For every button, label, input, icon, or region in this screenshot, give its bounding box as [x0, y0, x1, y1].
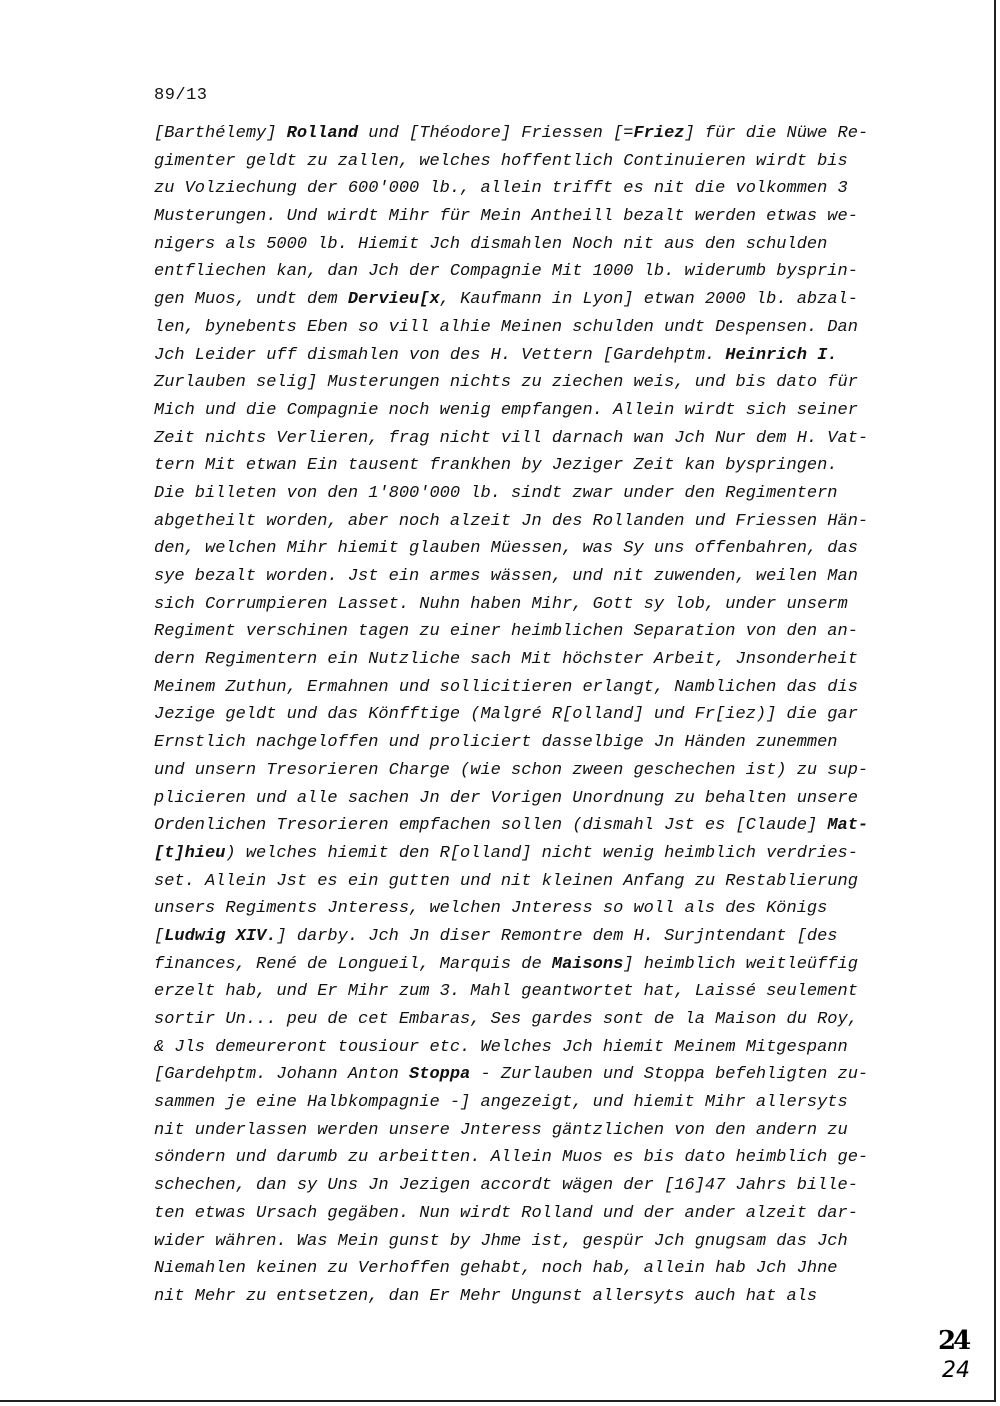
text-segment: sich Corrumpieren Lasset. Nuhn haben Mihr, Gott sy lob, under unserm — [154, 594, 848, 614]
text-line — [154, 923, 914, 951]
text-line — [154, 203, 914, 231]
bold-name: Heinrich I. — [725, 345, 838, 365]
text-line — [154, 508, 914, 536]
text-segment: ] heimblich weitleüffig — [623, 954, 858, 974]
text-line — [154, 1006, 914, 1034]
text-line — [154, 1034, 914, 1062]
text-line — [154, 701, 914, 729]
text-line — [154, 812, 914, 840]
text-line — [154, 1061, 914, 1089]
page-number-handwritten: 24 — [942, 1358, 970, 1383]
text-segment: abgetheilt worden, aber noch alzeit Jn des Rollanden und Friessen Hän- — [154, 511, 869, 531]
text-segment: sammen je eine Halbkompagnie -] angezeigt, und hiemit Mihr allersyts — [154, 1093, 848, 1113]
text-line — [154, 452, 914, 480]
text-segment: len, bynebents Eben so vill alhie Meinen schulden undt Despensen. Dan — [154, 317, 858, 337]
bold-name: Stoppa — [409, 1065, 471, 1085]
text-line — [154, 1283, 914, 1311]
text-line — [154, 535, 914, 563]
text-segment: unsers Regiments Jnteress, welchen Jnteress so woll als des Königs — [154, 899, 828, 919]
text-line — [154, 258, 914, 286]
text-line — [154, 148, 914, 176]
text-line — [154, 369, 914, 397]
text-segment: plicieren und alle sachen Jn der Vorigen Unordnung zu behalten unsere — [154, 788, 858, 808]
text-segment: ] darby. Jch Jn diser Remontre dem H. Surjntendant [des — [276, 926, 838, 946]
text-segment: - Zurlauben und Stoppa befehligten zu- — [470, 1065, 869, 1085]
text-segment: set. Allein Jst es ein gutten und nit kleinen Anfang zu Restablierung — [154, 871, 858, 891]
text-segment: Ordenlichen Tresorieren empfachen sollen (dismahl Jst es [Claude] — [154, 816, 828, 836]
text-segment: sye bezalt worden. Jst ein armes wässen, und nit zuwenden, weilen Man — [154, 567, 858, 586]
text-segment: den, welchen Mihr hiemit glauben Müessen, was Sy uns offenbahren, das — [154, 539, 858, 559]
text-segment: zu Volziechung der 600'000 lb., allein trifft es nit die volkommen 3 — [154, 179, 848, 199]
text-line — [154, 646, 914, 674]
text-segment: & Jls demeureront tousiour etc. Welches Jch hiemit Meinem Mitgespann — [154, 1037, 848, 1057]
text-segment: söndern und darumb zu arbeitten. Allein Muos es bis dato heimblich ge- — [154, 1148, 869, 1168]
document-reference: 89/13 — [154, 86, 208, 105]
text-segment: entfliechen kan, dan Jch der Compagnie Mit 1000 lb. widerumb bysprin- — [154, 262, 858, 282]
text-line — [154, 1089, 914, 1117]
text-line — [154, 120, 914, 148]
bold-name: Ludwig XIV. — [164, 926, 277, 946]
text-line — [154, 563, 914, 591]
letter-body — [154, 120, 914, 1311]
text-line — [154, 674, 914, 702]
text-segment: finances, René de Longueil, Marquis de — [154, 954, 552, 974]
text-line — [154, 951, 914, 979]
text-segment: Jezige geldt und das Könfftige (Malgré R[olland] und Fr[iez)] die gar — [154, 705, 858, 725]
text-segment: ten etwas Ursach gegäben. Nun wirdt Rolland und der ander alzeit dar- — [154, 1203, 858, 1223]
text-segment: nigers als 5000 lb. Hiemit Jch dismahlen Noch nit aus den schulden — [154, 234, 828, 254]
text-line — [154, 785, 914, 813]
text-line — [154, 868, 914, 896]
bold-name: Friez — [633, 124, 685, 143]
text-line — [154, 978, 914, 1006]
text-segment: Mich und die Compagnie noch wenig empfangen. Allein wirdt sich seiner — [154, 400, 858, 420]
text-segment: Musterungen. Und wirdt Mihr für Mein Antheill bezalt werden etwas we- — [154, 207, 858, 227]
text-line — [154, 895, 914, 923]
text-line — [154, 1117, 914, 1145]
text-line — [154, 757, 914, 785]
text-segment: [Gardehptm. Johann Anton — [154, 1065, 410, 1085]
page-number-stamp: 24 — [938, 1326, 969, 1356]
text-line — [154, 314, 914, 342]
text-segment: nit underlassen werden unsere Jnteress gäntzlichen von den andern zu — [154, 1120, 848, 1140]
text-line — [154, 591, 914, 619]
text-segment: gen Muos, undt dem — [154, 290, 348, 310]
text-line — [154, 231, 914, 259]
text-segment: ) welches hiemit den R[olland] nicht wenig heimblich verdries- — [225, 843, 858, 863]
text-segment: tern Mit etwan Ein tausent frankhen by Jeziger Zeit kan byspringen. — [154, 456, 838, 476]
text-line — [154, 425, 914, 453]
text-segment: nit Mehr zu entsetzen, dan Er Mehr Ungunst allersyts auch hat als — [154, 1286, 818, 1306]
text-line — [154, 1144, 914, 1172]
text-segment: Jch Leider uff dismahlen von des H. Vettern [Gardehptm. — [154, 345, 726, 365]
text-segment: Niemahlen keinen zu Verhoffen gehabt, noch hab, allein hab Jch Jhne — [154, 1259, 838, 1279]
text-line — [154, 1200, 914, 1228]
text-segment: gimenter geldt zu zallen, welches hoffentlich Continuieren wirdt bis — [154, 151, 848, 171]
text-segment: und unsern Tresorieren Charge (wie schon zween geschechen ist) zu sup- — [154, 760, 869, 780]
text-line — [154, 618, 914, 646]
text-line — [154, 729, 914, 757]
bold-name: Dervieu[x — [347, 290, 440, 310]
text-line — [154, 840, 914, 868]
text-line — [154, 175, 914, 203]
text-line — [154, 1255, 914, 1283]
text-line — [154, 286, 914, 314]
text-line — [154, 480, 914, 508]
text-segment: , Kaufmann in Lyon] etwan 2000 lb. abzal- — [439, 290, 858, 310]
text-segment: ] für die Nüwe Re- — [684, 124, 869, 143]
bold-name: Maisons — [551, 954, 624, 974]
text-segment: Zeit nichts Verlieren, frag nicht vill darnach wan Jch Nur dem H. Vat- — [154, 428, 869, 448]
text-segment: sortir Un... peu de cet Embaras, Ses gardes sont de la Maison du Roy, — [154, 1010, 858, 1029]
text-segment: Meinem Zuthun, Ermahnen und sollicitieren erlangt, Namblichen das dis — [154, 677, 858, 697]
text-line — [154, 397, 914, 425]
text-segment: schechen, dan sy Uns Jn Jezigen accordt wägen der [16]47 Jahrs bille- — [154, 1176, 858, 1196]
text-line — [154, 1228, 914, 1256]
bold-name: [t]hieu — [154, 843, 226, 863]
text-segment: Regiment verschinen tagen zu einer heimblichen Separation von den an- — [154, 622, 858, 642]
text-segment: wider währen. Was Mein gunst by Jhme ist, gespür Jch gnugsam das Jch — [154, 1231, 848, 1251]
text-segment: Zurlauben selig] Musterungen nichts zu ziechen weis, und bis dato für — [154, 373, 858, 393]
text-segment: Ernstlich nachgeloffen und proliciert dasselbige Jn Händen zunemmen — [154, 733, 838, 753]
text-segment: erzelt hab, und Er Mihr zum 3. Mahl geantwortet hat, Laissé seulement — [154, 982, 858, 1002]
text-segment: [ — [154, 926, 165, 946]
text-segment: Die billeten von den 1'800'000 lb. sindt zwar under den Regimentern — [154, 483, 838, 503]
text-segment: und [Théodore] Friessen [= — [358, 124, 634, 143]
text-segment: dern Regimentern ein Nutzliche sach Mit höchster Arbeit, Jnsonderheit — [154, 650, 858, 670]
bold-name: Mat- — [827, 816, 869, 836]
bold-name: Rolland — [286, 124, 359, 143]
text-line — [154, 342, 914, 370]
text-line — [154, 1172, 914, 1200]
text-segment: [Barthélemy] — [154, 124, 287, 143]
